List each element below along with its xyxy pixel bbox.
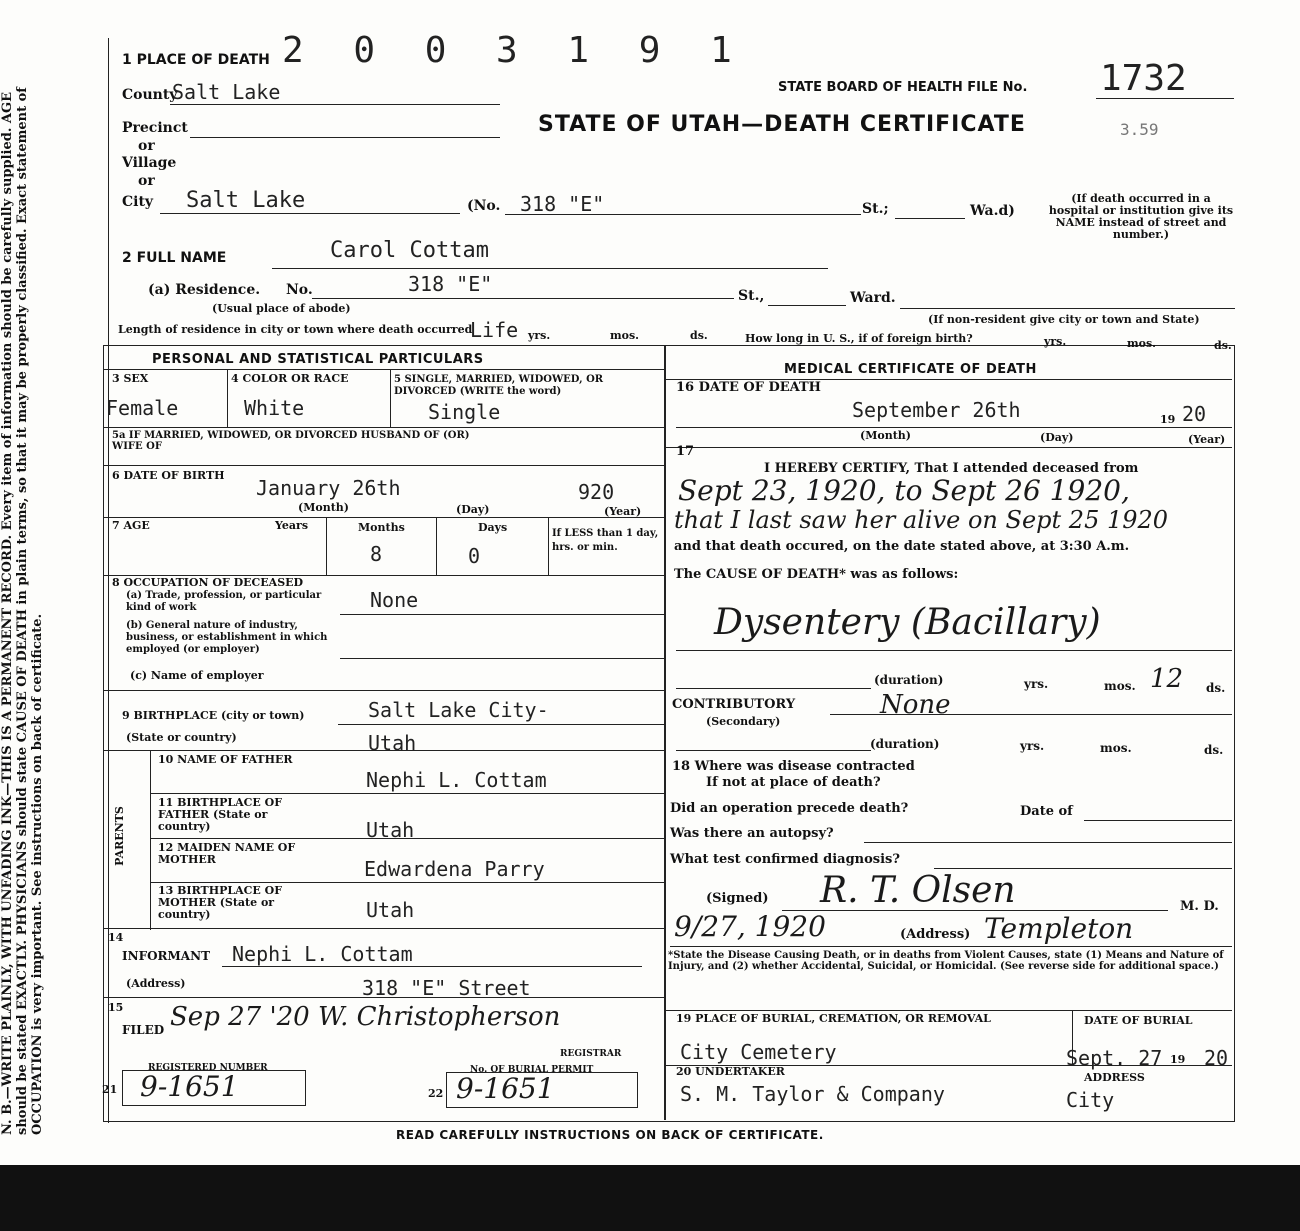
place-of-death-label: 1 PLACE OF DEATH [122, 52, 270, 68]
row-line-1 [104, 427, 664, 428]
personal-header: PERSONAL AND STATISTICAL PARTICULARS [152, 352, 484, 367]
occupation-b-label: (b) General nature of industry, business, or establishment in which employed (or employer) [126, 620, 328, 655]
residence-line [312, 298, 734, 299]
foreign-ds: ds. [1214, 339, 1232, 352]
birthplace-label: 9 BIRTHPLACE (city or town) [122, 709, 305, 722]
dod-month-caption: (Month) [860, 429, 911, 442]
stamp-number: 2 0 0 3 1 9 1 [282, 30, 746, 71]
marital-value: Single [428, 400, 501, 424]
marital-label: 5 SINGLE, MARRIED, WIDOWED, OR DIVORCED (WRITE the word) [394, 374, 604, 397]
undertaker-address-value: City [1066, 1088, 1115, 1112]
sex-divider [227, 369, 228, 427]
informant-address-label: (Address) [126, 977, 186, 990]
contributory-ds: ds. [1204, 743, 1224, 757]
registrar-label: REGISTRAR [560, 1049, 622, 1059]
cause-duration-line [676, 688, 871, 689]
left-rule [108, 38, 109, 1123]
q18-label: 18 Where was disease contracted [672, 759, 915, 774]
age-months-value: 8 [370, 542, 383, 566]
residence-st-label: St., [738, 288, 765, 304]
dob-value: January 26th [256, 476, 401, 500]
burial-permit-value: 9-1651 [456, 1072, 555, 1105]
residence-no-label: No. [286, 282, 313, 298]
birthplace-city-line [338, 724, 664, 725]
father-name-value: Nephi L. Cottam [366, 768, 547, 792]
test-label: What test confirmed diagnosis? [670, 852, 900, 867]
dod-year-caption: (Year) [1188, 433, 1226, 446]
color-label: 4 COLOR OR RACE [231, 372, 349, 385]
burial-permit-label: No. OF BURIAL PERMIT [470, 1065, 594, 1075]
autopsy-label: Was there an autopsy? [670, 826, 834, 841]
contributory-mos: mos. [1100, 741, 1132, 755]
age-months-label: Months [358, 521, 405, 534]
age-less-label: If LESS than 1 day, hrs. or min. [552, 528, 659, 553]
signed-date-line [670, 946, 1232, 947]
reg-21-label: 21 [102, 1083, 118, 1096]
occupation-a-label: (a) Trade, profession, or particular kind of work [126, 590, 322, 613]
dod-year-value: 20 [1182, 402, 1207, 426]
row-line-7 [150, 793, 664, 794]
village-label: Village [122, 155, 177, 171]
foreign-yrs: yrs. [1044, 335, 1067, 348]
row-line-11 [104, 997, 664, 998]
row-line-10 [104, 928, 664, 929]
full-name-line [272, 268, 828, 269]
signed-line [782, 910, 1168, 911]
date-burial-year-prefix: 19 [1170, 1053, 1186, 1066]
side-instructions: N. B.—WRITE PLAINLY, WITH UNFADING INK—THIS IS A PERMANENT RECORD. Every item of information should be carefully supplied. AGE should be stated EXACTLY. PHYSICIANS should state CAUSE OF DEATH in plain terms, so that it may be properly classified. Exact statement of OCCUPATION is very important. See instructions on back of certificate. [0, 87, 45, 1135]
death-occured-text: and that death occured, on the date stated above, at 3:30 A.m. [674, 539, 1130, 554]
length-residence-value: Life [470, 318, 519, 342]
center-divider [664, 345, 666, 1120]
undertaker-label: 20 UNDERTAKER [676, 1065, 785, 1078]
contributory-yrs: yrs. [1020, 739, 1045, 753]
medical-header: MEDICAL CERTIFICATE OF DEATH [784, 362, 1037, 377]
full-name-value: Carol Cottam [330, 238, 489, 263]
usual-place-label: (Usual place of abode) [212, 302, 351, 315]
cause-value: Dysentery (Bacillary) [714, 602, 1101, 643]
informant-address-value: 318 "E" Street [362, 976, 531, 1000]
parents-label: PARENTS [112, 806, 126, 866]
page-title: STATE OF UTAH—DEATH CERTIFICATE [538, 112, 1026, 137]
dod-year-prefix: 19 [1160, 413, 1176, 426]
contributory-line [830, 714, 1232, 715]
reg-22-label: 22 [428, 1087, 444, 1100]
residence-ward-label: Ward. [850, 290, 896, 306]
occupation-label: 8 OCCUPATION OF DECEASED [112, 576, 304, 589]
cause-line [676, 650, 1232, 651]
length-mos: mos. [610, 329, 639, 342]
row-line-8 [150, 838, 664, 839]
signed-label: (Signed) [706, 891, 769, 906]
row-line-5 [104, 690, 664, 691]
footer-instructions: READ CAREFULLY INSTRUCTIONS ON BACK OF CERTIFICATE. [396, 1128, 824, 1142]
row-line-3 [104, 517, 664, 518]
mother-name-value: Edwardena Parry [364, 857, 545, 881]
date-of-label: Date of [1020, 804, 1073, 819]
city-line [160, 213, 460, 214]
age-label: 7 AGE [112, 519, 150, 532]
age-divider-2 [436, 517, 437, 575]
operation-label: Did an operation precede death? [670, 801, 909, 816]
color-divider [390, 369, 391, 427]
row-line-9 [150, 882, 664, 883]
physician-address-label: (Address) [900, 927, 971, 942]
dob-month-caption: (Month) [298, 501, 349, 514]
filed-number: 15 [108, 1001, 124, 1014]
signed-date: 9/27, 1920 [674, 910, 826, 943]
occupation-b-line [340, 658, 664, 659]
county-value: Salt Lake [172, 80, 281, 104]
date-burial-value: Sept. 27 [1066, 1046, 1163, 1070]
residence-st-line [768, 305, 846, 306]
occupation-value: None [370, 588, 419, 612]
age-divider-3 [548, 517, 549, 575]
cause-ds: ds. [1206, 681, 1226, 695]
certify-text: I HEREBY CERTIFY, That I attended deceased from [764, 461, 1139, 476]
contributory-duration-label: (duration) [870, 737, 940, 751]
sex-label: 3 SEX [112, 372, 149, 385]
birthplace-city-value: Salt Lake City- [368, 698, 549, 722]
residence-ward-line [900, 308, 1235, 309]
reg-number-value: 9-1651 [140, 1070, 239, 1103]
filed-signature: Sep 27 '20 W. Christopherson [170, 1002, 561, 1032]
non-resident-note: (If non-resident give city or town and State) [928, 313, 1200, 326]
st-label: St.; [862, 201, 889, 217]
dod-line [676, 427, 1232, 428]
age-divider-1 [326, 517, 327, 575]
age-days-label: Days [478, 521, 508, 534]
dob-label: 6 DATE OF BIRTH [112, 469, 225, 482]
spouse-label: 5a IF MARRIED, WIDOWED, OR DIVORCED HUSBAND OF (OR) WIFE OF [112, 430, 470, 452]
attended-dates: Sept 23, 1920, to Sept 26 1920, [678, 474, 1130, 507]
reg-number-label: REGISTERED NUMBER [148, 1063, 268, 1073]
side-margin [0, 0, 90, 1165]
precinct-label: Precinct [122, 120, 188, 136]
scan-border [0, 1165, 1300, 1231]
certify-number: 17 [676, 444, 695, 459]
occupation-c-label: (c) Name of employer [130, 669, 264, 682]
birthplace-state-label: (State or country) [126, 731, 237, 744]
dod-label: 16 DATE OF DEATH [676, 380, 821, 395]
file-number: 1732 [1100, 58, 1187, 99]
age-days-value: 0 [468, 544, 481, 568]
corner-mark: 3.59 [1120, 120, 1159, 139]
secondary-label: (Secondary) [706, 715, 781, 728]
filed-label: FILED [122, 1023, 165, 1037]
cause-duration-label: (duration) [874, 673, 944, 687]
city-label: City [122, 194, 154, 210]
medical-row-line-1 [666, 447, 1232, 448]
row-line-6 [104, 750, 664, 751]
state-board-label: STATE BOARD OF HEALTH FILE No. [778, 80, 1028, 95]
mother-birthplace-value: Utah [366, 898, 415, 922]
burial-value: City Cemetery [680, 1040, 837, 1064]
cause-yrs: yrs. [1024, 677, 1049, 691]
dob-day-caption: (Day) [456, 503, 490, 516]
mother-name-label: 12 MAIDEN NAME OF MOTHER [158, 841, 296, 866]
contributory-duration-line [676, 750, 871, 751]
father-birthplace-value: Utah [366, 818, 415, 842]
md-label: M. D. [1180, 899, 1219, 914]
dob-year-caption: (Year) [604, 505, 642, 518]
or-label-1: or [138, 138, 155, 154]
row-line-2 [104, 465, 664, 466]
undertaker-address-label: ADDRESS [1084, 1071, 1145, 1084]
city-no-line [505, 214, 861, 215]
test-line [934, 868, 1232, 869]
informant-value: Nephi L. Cottam [232, 942, 413, 966]
dod-day-caption: (Day) [1040, 431, 1074, 444]
hospital-note: (If death occurred in a hospital or institution give its NAME instead of street and number.) [1048, 192, 1234, 241]
q18b-label: If not at place of death? [706, 775, 881, 790]
parents-divider [150, 750, 151, 930]
contributory-value: None [880, 690, 951, 720]
informant-number: 14 [108, 931, 124, 944]
personal-header-line [104, 369, 664, 370]
length-ds: ds. [690, 329, 708, 342]
length-yrs: yrs. [528, 329, 551, 342]
autopsy-line [864, 842, 1232, 843]
ward-line [895, 218, 965, 219]
date-burial-year-value: 20 [1204, 1046, 1229, 1070]
city-value: Salt Lake [186, 188, 306, 213]
contributory-label: CONTRIBUTORY [672, 697, 796, 712]
last-saw-text: that I last saw her alive on Sept 25 1920 [674, 506, 1169, 534]
full-name-label: 2 FULL NAME [122, 250, 227, 266]
residence-value: 318 "E" [408, 272, 493, 296]
undertaker-value: S. M. Taylor & Company [680, 1082, 945, 1106]
medical-row-line-2 [666, 1010, 1232, 1011]
date-burial-label: DATE OF BURIAL [1084, 1014, 1193, 1027]
mother-birthplace-label: 13 BIRTHPLACE OF MOTHER (State or country) [158, 884, 283, 921]
foreign-label: How long in U. S., if of foreign birth? [745, 332, 973, 345]
footnote: *State the Disease Causing Death, or in deaths from Violent Causes, state (1) Means and Nature of Injury, and (2) whether Accidental, Suicidal, or Homicidal. (See reverse side for additional space.) [668, 950, 1224, 972]
city-no-value: 318 "E" [520, 192, 605, 216]
physician-address: Templeton [984, 912, 1134, 945]
city-no-label: (No. [467, 198, 501, 214]
physician-signature: R. T. Olsen [820, 870, 1016, 911]
precinct-line [190, 137, 500, 138]
cause-days-value: 12 [1150, 664, 1184, 694]
cause-mos: mos. [1104, 679, 1136, 693]
or-label-2: or [138, 173, 155, 189]
occupation-a-line [340, 614, 664, 615]
age-years-label: Years [275, 519, 309, 532]
foreign-mos: mos. [1127, 337, 1156, 350]
residence-label: (a) Residence. [148, 282, 261, 298]
length-residence-label: Length of residence in city or town where death occurred [118, 323, 473, 336]
informant-line [222, 966, 642, 967]
ward-label: Wa.d) [970, 203, 1015, 219]
dod-value: September 26th [852, 398, 1021, 422]
date-of-line [1084, 820, 1232, 821]
informant-label: INFORMANT [122, 949, 211, 963]
county-label: County [122, 87, 178, 103]
cause-label: The CAUSE OF DEATH* was as follows: [674, 567, 959, 582]
sex-value: Female [106, 396, 179, 420]
father-birthplace-label: 11 BIRTHPLACE OF FATHER (State or country) [158, 796, 283, 833]
county-line [170, 104, 500, 105]
birthplace-state-value: Utah [368, 731, 417, 755]
burial-label: 19 PLACE OF BURIAL, CREMATION, OR REMOVAL [676, 1012, 991, 1025]
color-value: White [244, 396, 305, 420]
father-name-label: 10 NAME OF FATHER [158, 753, 293, 766]
dob-year-value: 920 [578, 480, 615, 504]
